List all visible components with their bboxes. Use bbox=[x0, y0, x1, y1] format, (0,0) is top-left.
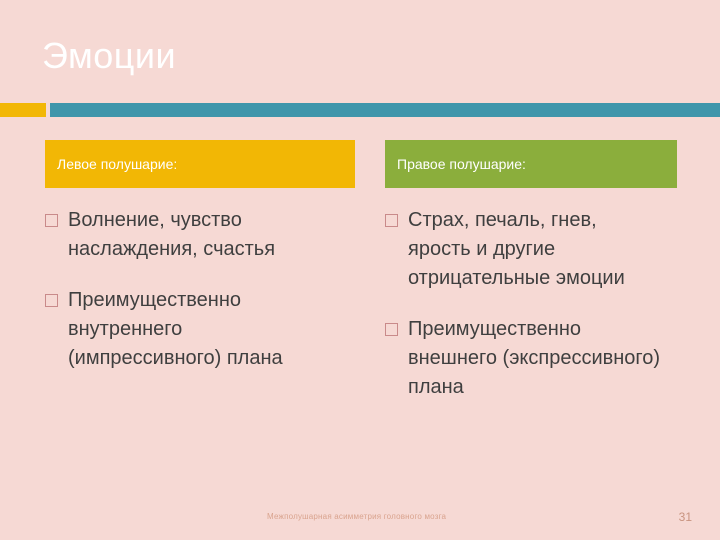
list-item bbox=[45, 206, 355, 264]
square-bullet-icon bbox=[385, 323, 398, 336]
right-column-header: Правое полушарие: bbox=[385, 140, 677, 188]
title-accent-bar-teal bbox=[50, 103, 720, 117]
title-accent-bar-yellow bbox=[0, 103, 46, 117]
list-item-label: Волнение, чувство наслаждения, счастья bbox=[68, 209, 276, 260]
list-item bbox=[385, 206, 695, 293]
left-column bbox=[45, 140, 355, 395]
right-column-bullets bbox=[385, 206, 695, 402]
list-item bbox=[385, 315, 695, 402]
list-item-label: Преимущественно внешнего (экспрессивного) плана bbox=[408, 318, 661, 398]
square-bullet-icon bbox=[45, 214, 58, 227]
list-item bbox=[45, 286, 355, 373]
list-item-label: Преимущественно внутреннего (импрессивного) плана bbox=[68, 289, 283, 369]
square-bullet-icon bbox=[385, 214, 398, 227]
list-item-label: Страх, печаль, гнев, ярость и другие отрицательные эмоции bbox=[408, 209, 625, 289]
left-column-bullets bbox=[45, 206, 355, 373]
page-title: Эмоции bbox=[42, 35, 177, 76]
left-column-header: Левое полушарие: bbox=[45, 140, 355, 188]
page-number: 31 bbox=[678, 510, 692, 524]
right-column bbox=[385, 140, 695, 424]
footer-note: Межполушарная асимметрия головного мозга bbox=[267, 512, 447, 521]
square-bullet-icon bbox=[45, 294, 58, 307]
